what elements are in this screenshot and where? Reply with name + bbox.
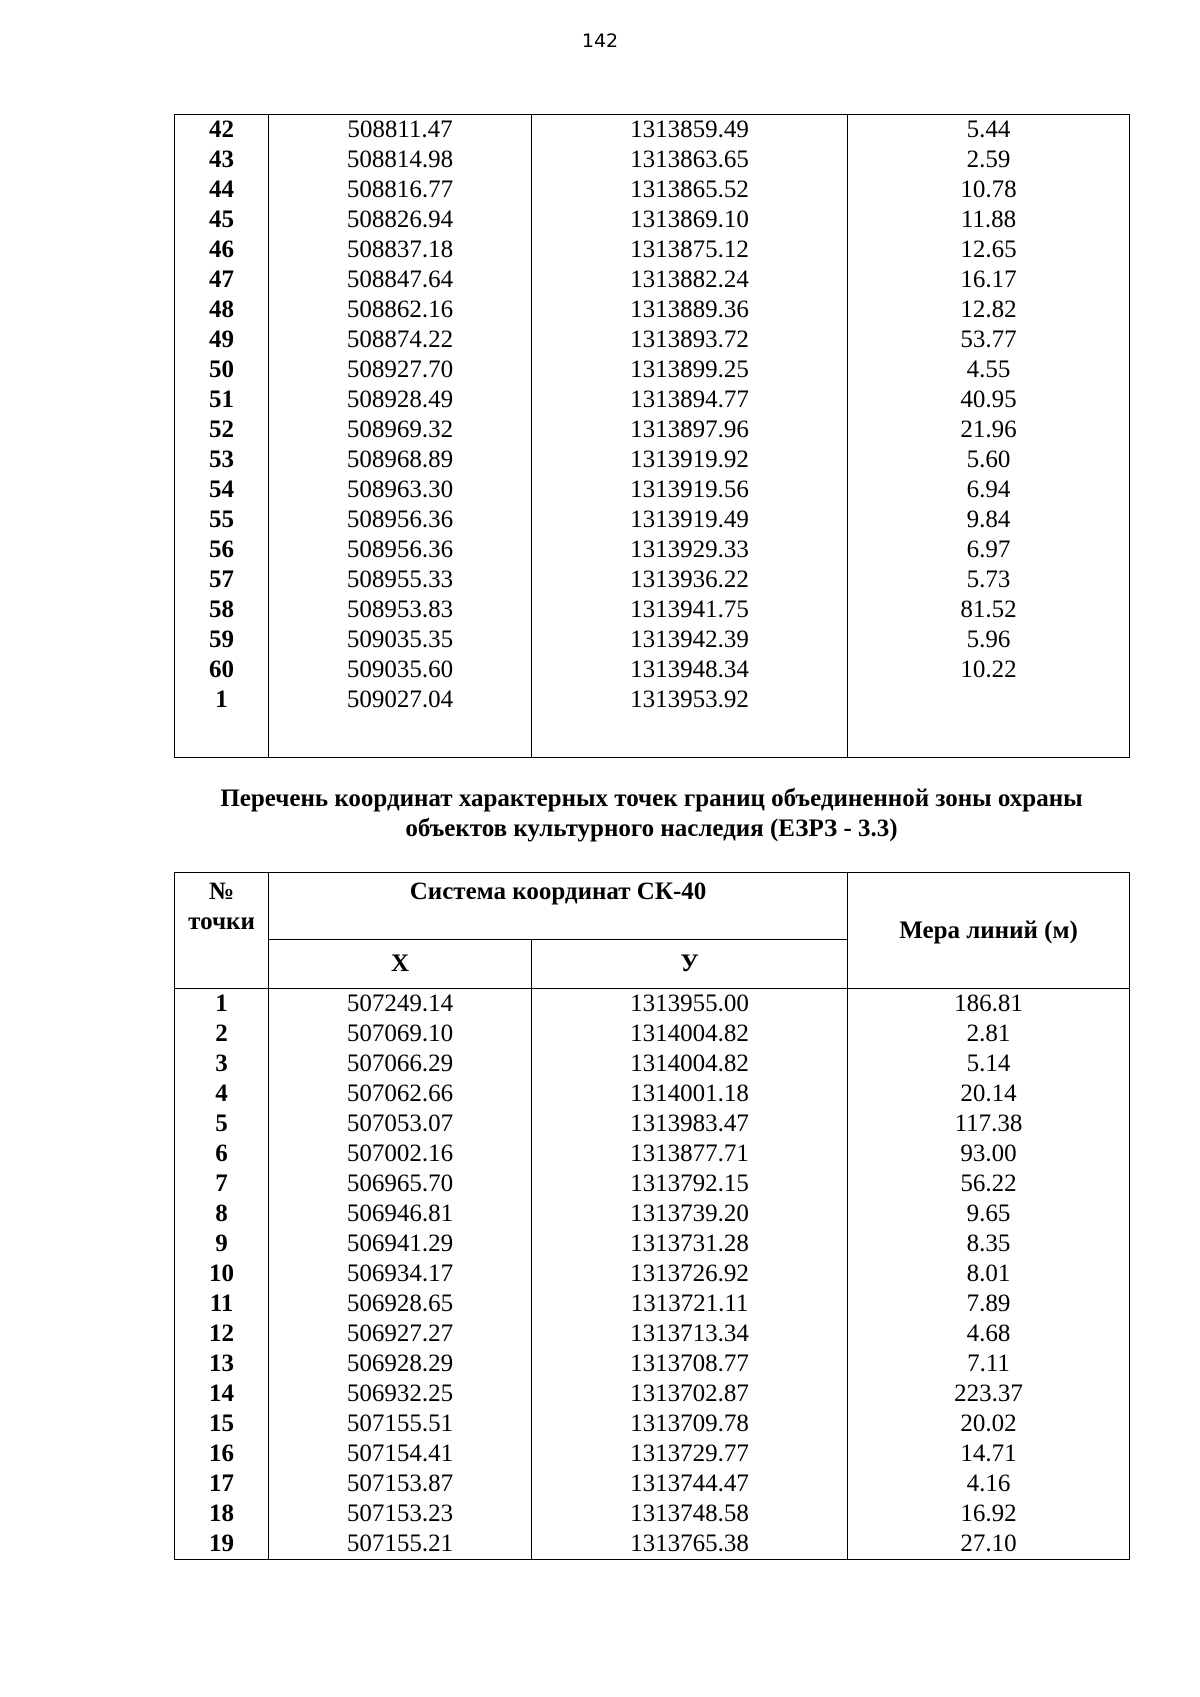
table-row — [175, 989, 1130, 1020]
section-title-line1: Перечень координат характерных точек границ объединенной зоны охраны — [220, 785, 1083, 812]
table-row — [175, 355, 1130, 385]
y-coordinate-cell: 1314001.18 — [532, 1079, 848, 1109]
point-number-cell: 59 — [175, 625, 269, 655]
x-coordinate-cell: 506946.81 — [269, 1199, 532, 1229]
y-coordinate-cell: 1313869.10 — [532, 205, 848, 235]
table-row — [175, 1469, 1130, 1499]
table-row — [175, 625, 1130, 655]
table-row — [175, 1259, 1130, 1289]
line-length-cell: 7.11 — [848, 1349, 1130, 1379]
line-length-header: Мера линий (м) — [848, 873, 1130, 989]
y-coordinate-cell: 1314004.82 — [532, 1019, 848, 1049]
line-length-cell: 10.78 — [848, 175, 1130, 205]
y-coordinate-cell: 1313702.87 — [532, 1379, 848, 1409]
point-number-cell: 1 — [175, 989, 269, 1020]
table-row — [175, 1139, 1130, 1169]
x-coordinate-cell: 508928.49 — [269, 385, 532, 415]
line-length-cell: 40.95 — [848, 385, 1130, 415]
x-coordinate-cell: 507002.16 — [269, 1139, 532, 1169]
line-length-cell: 27.10 — [848, 1529, 1130, 1560]
y-coordinate-cell: 1313739.20 — [532, 1199, 848, 1229]
x-coordinate-cell: 507153.23 — [269, 1499, 532, 1529]
point-number-cell: 54 — [175, 475, 269, 505]
point-number-cell: 19 — [175, 1529, 269, 1560]
x-coordinate-cell: 507155.21 — [269, 1529, 532, 1560]
line-length-cell: 16.17 — [848, 265, 1130, 295]
point-number-header-line1: № — [208, 878, 235, 905]
point-number-cell: 43 — [175, 145, 269, 175]
line-length-cell: 93.00 — [848, 1139, 1130, 1169]
page-number: 142 — [581, 30, 619, 52]
line-length-cell: 14.71 — [848, 1439, 1130, 1469]
table-bottom-padding — [175, 715, 1130, 758]
table-row — [175, 235, 1130, 265]
x-coordinate-cell: 508862.16 — [269, 295, 532, 325]
table-row — [175, 385, 1130, 415]
line-length-cell: 5.14 — [848, 1049, 1130, 1079]
x-coordinate-cell: 509035.35 — [269, 625, 532, 655]
line-length-cell: 20.02 — [848, 1409, 1130, 1439]
empty-cell — [269, 715, 532, 758]
line-length-cell: 4.68 — [848, 1319, 1130, 1349]
y-coordinate-cell: 1313948.34 — [532, 655, 848, 685]
y-coordinate-cell: 1313708.77 — [532, 1349, 848, 1379]
table-row — [175, 1439, 1130, 1469]
point-number-cell: 58 — [175, 595, 269, 625]
table-row — [175, 265, 1130, 295]
line-length-cell: 56.22 — [848, 1169, 1130, 1199]
table-row — [175, 1289, 1130, 1319]
table-row — [175, 1529, 1130, 1560]
y-coordinate-cell: 1313765.38 — [532, 1529, 848, 1560]
x-coordinate-cell: 506928.29 — [269, 1349, 532, 1379]
table-row — [175, 1199, 1130, 1229]
point-number-cell: 16 — [175, 1439, 269, 1469]
point-number-cell: 46 — [175, 235, 269, 265]
point-number-cell: 15 — [175, 1409, 269, 1439]
table-row — [175, 1109, 1130, 1139]
table-row — [175, 1349, 1130, 1379]
line-length-cell: 4.55 — [848, 355, 1130, 385]
y-coordinate-cell: 1313865.52 — [532, 175, 848, 205]
point-number-cell: 47 — [175, 265, 269, 295]
y-coordinate-cell: 1313859.49 — [532, 115, 848, 146]
line-length-cell: 11.88 — [848, 205, 1130, 235]
x-coordinate-cell: 508814.98 — [269, 145, 532, 175]
empty-cell — [175, 715, 269, 758]
line-length-cell — [848, 685, 1130, 715]
y-coordinate-cell: 1313729.77 — [532, 1439, 848, 1469]
table-row — [175, 1019, 1130, 1049]
section-title-line2: объектов культурного наследия (ЕЗРЗ - 3.3) — [405, 815, 898, 842]
point-number-cell: 12 — [175, 1319, 269, 1349]
y-coordinate-cell: 1313955.00 — [532, 989, 848, 1020]
y-coordinate-cell: 1313721.11 — [532, 1289, 848, 1319]
y-coordinate-cell: 1313713.34 — [532, 1319, 848, 1349]
y-coordinate-cell: 1313889.36 — [532, 295, 848, 325]
line-length-cell: 16.92 — [848, 1499, 1130, 1529]
table-row — [175, 595, 1130, 625]
point-number-cell: 51 — [175, 385, 269, 415]
y-coordinate-cell: 1313731.28 — [532, 1229, 848, 1259]
table-row — [175, 475, 1130, 505]
x-coordinate-cell: 508837.18 — [269, 235, 532, 265]
x-coordinate-cell: 506927.27 — [269, 1319, 532, 1349]
line-length-cell: 223.37 — [848, 1379, 1130, 1409]
line-length-cell: 5.96 — [848, 625, 1130, 655]
point-number-cell: 5 — [175, 1109, 269, 1139]
line-length-cell: 12.82 — [848, 295, 1130, 325]
y-coordinate-cell: 1313929.33 — [532, 535, 848, 565]
table-row — [175, 565, 1130, 595]
y-coordinate-cell: 1313875.12 — [532, 235, 848, 265]
table-row — [175, 535, 1130, 565]
point-number-cell: 3 — [175, 1049, 269, 1079]
point-number-cell: 55 — [175, 505, 269, 535]
point-number-cell: 13 — [175, 1349, 269, 1379]
x-coordinate-cell: 508847.64 — [269, 265, 532, 295]
x-coordinate-cell: 509035.60 — [269, 655, 532, 685]
x-coordinate-cell: 506932.25 — [269, 1379, 532, 1409]
y-coordinate-cell: 1313882.24 — [532, 265, 848, 295]
y-column-header: У — [532, 940, 848, 989]
table-row — [175, 1079, 1130, 1109]
y-coordinate-cell: 1313893.72 — [532, 325, 848, 355]
y-coordinate-cell: 1313897.96 — [532, 415, 848, 445]
line-length-cell: 53.77 — [848, 325, 1130, 355]
line-length-cell: 21.96 — [848, 415, 1130, 445]
x-coordinate-cell: 507053.07 — [269, 1109, 532, 1139]
line-length-cell: 5.73 — [848, 565, 1130, 595]
y-coordinate-cell: 1313983.47 — [532, 1109, 848, 1139]
point-number-cell: 56 — [175, 535, 269, 565]
x-coordinate-cell: 506928.65 — [269, 1289, 532, 1319]
point-number-cell: 18 — [175, 1499, 269, 1529]
table-row — [175, 1229, 1130, 1259]
x-coordinate-cell: 507155.51 — [269, 1409, 532, 1439]
y-coordinate-cell: 1313792.15 — [532, 1169, 848, 1199]
y-coordinate-cell: 1313877.71 — [532, 1139, 848, 1169]
point-number-cell: 60 — [175, 655, 269, 685]
line-length-cell: 2.81 — [848, 1019, 1130, 1049]
point-number-cell: 14 — [175, 1379, 269, 1409]
x-coordinate-cell: 508953.83 — [269, 595, 532, 625]
point-number-cell: 7 — [175, 1169, 269, 1199]
point-number-cell: 10 — [175, 1259, 269, 1289]
x-coordinate-cell: 508811.47 — [269, 115, 532, 146]
line-length-cell: 81.52 — [848, 595, 1130, 625]
table-row — [175, 295, 1130, 325]
x-coordinate-cell: 506934.17 — [269, 1259, 532, 1289]
line-length-cell: 5.60 — [848, 445, 1130, 475]
y-coordinate-cell: 1313863.65 — [532, 145, 848, 175]
x-coordinate-cell: 508956.36 — [269, 505, 532, 535]
line-length-cell: 12.65 — [848, 235, 1130, 265]
y-coordinate-cell: 1313748.58 — [532, 1499, 848, 1529]
x-coordinate-cell: 506965.70 — [269, 1169, 532, 1199]
point-number-cell: 6 — [175, 1139, 269, 1169]
point-number-cell: 42 — [175, 115, 269, 146]
coordinates-table-body — [175, 115, 1130, 758]
line-length-cell: 20.14 — [848, 1079, 1130, 1109]
table-row — [175, 1169, 1130, 1199]
x-coordinate-cell: 508963.30 — [269, 475, 532, 505]
point-number-cell: 52 — [175, 415, 269, 445]
x-coordinate-cell: 506941.29 — [269, 1229, 532, 1259]
section-title — [174, 784, 1129, 844]
y-coordinate-cell: 1313953.92 — [532, 685, 848, 715]
x-coordinate-cell: 508955.33 — [269, 565, 532, 595]
x-coordinate-cell: 508968.89 — [269, 445, 532, 475]
table-row — [175, 1379, 1130, 1409]
y-coordinate-cell: 1313941.75 — [532, 595, 848, 625]
y-coordinate-cell: 1313899.25 — [532, 355, 848, 385]
line-length-cell: 9.84 — [848, 505, 1130, 535]
x-coordinate-cell: 507153.87 — [269, 1469, 532, 1499]
point-number-cell: 53 — [175, 445, 269, 475]
line-length-cell: 7.89 — [848, 1289, 1130, 1319]
point-number-cell: 4 — [175, 1079, 269, 1109]
table-row — [175, 175, 1130, 205]
point-number-cell: 44 — [175, 175, 269, 205]
x-coordinate-cell: 508969.32 — [269, 415, 532, 445]
coordinates-table-continued — [174, 114, 1130, 758]
line-length-cell: 8.01 — [848, 1259, 1130, 1289]
y-coordinate-cell: 1313744.47 — [532, 1469, 848, 1499]
table-row — [175, 445, 1130, 475]
point-number-cell: 17 — [175, 1469, 269, 1499]
table-row — [175, 115, 1130, 146]
empty-cell — [532, 715, 848, 758]
line-length-cell: 117.38 — [848, 1109, 1130, 1139]
x-column-header: Х — [269, 940, 532, 989]
line-length-cell: 6.94 — [848, 475, 1130, 505]
line-length-cell: 5.44 — [848, 115, 1130, 146]
point-number-cell: 2 — [175, 1019, 269, 1049]
y-coordinate-cell: 1313919.92 — [532, 445, 848, 475]
ezrz-coordinates-table — [174, 872, 1130, 1560]
line-length-cell: 4.16 — [848, 1469, 1130, 1499]
point-number-cell: 1 — [175, 685, 269, 715]
table-row — [175, 685, 1130, 715]
point-number-cell: 45 — [175, 205, 269, 235]
x-coordinate-cell: 508927.70 — [269, 355, 532, 385]
point-number-header-line2: точки — [188, 908, 255, 935]
table-row — [175, 1499, 1130, 1529]
table-row — [175, 325, 1130, 355]
y-coordinate-cell: 1313726.92 — [532, 1259, 848, 1289]
ezrz-coordinates-body — [175, 989, 1130, 1560]
point-number-cell: 57 — [175, 565, 269, 595]
line-length-cell: 6.97 — [848, 535, 1130, 565]
x-coordinate-cell: 508826.94 — [269, 205, 532, 235]
point-number-cell: 11 — [175, 1289, 269, 1319]
x-coordinate-cell: 507249.14 — [269, 989, 532, 1020]
y-coordinate-cell: 1314004.82 — [532, 1049, 848, 1079]
table-row — [175, 1049, 1130, 1079]
table-row — [175, 415, 1130, 445]
table-row — [175, 1409, 1130, 1439]
x-coordinate-cell: 507066.29 — [269, 1049, 532, 1079]
line-length-cell: 186.81 — [848, 989, 1130, 1020]
x-coordinate-cell: 509027.04 — [269, 685, 532, 715]
x-coordinate-cell: 507069.10 — [269, 1019, 532, 1049]
x-coordinate-cell: 508874.22 — [269, 325, 532, 355]
empty-cell — [848, 715, 1130, 758]
point-number-cell: 50 — [175, 355, 269, 385]
y-coordinate-cell: 1313919.49 — [532, 505, 848, 535]
line-length-cell: 2.59 — [848, 145, 1130, 175]
coordinate-system-header: Система координат СК-40 — [269, 873, 848, 940]
y-coordinate-cell: 1313709.78 — [532, 1409, 848, 1439]
table-row — [175, 655, 1130, 685]
point-number-cell: 49 — [175, 325, 269, 355]
x-coordinate-cell: 508956.36 — [269, 535, 532, 565]
table-row — [175, 1319, 1130, 1349]
point-number-cell: 9 — [175, 1229, 269, 1259]
table-row — [175, 145, 1130, 175]
point-number-cell: 8 — [175, 1199, 269, 1229]
line-length-cell: 9.65 — [848, 1199, 1130, 1229]
y-coordinate-cell: 1313936.22 — [532, 565, 848, 595]
x-coordinate-cell: 507062.66 — [269, 1079, 532, 1109]
y-coordinate-cell: 1313942.39 — [532, 625, 848, 655]
x-coordinate-cell: 507154.41 — [269, 1439, 532, 1469]
table-row — [175, 505, 1130, 535]
y-coordinate-cell: 1313894.77 — [532, 385, 848, 415]
line-length-cell: 8.35 — [848, 1229, 1130, 1259]
point-number-cell: 48 — [175, 295, 269, 325]
y-coordinate-cell: 1313919.56 — [532, 475, 848, 505]
x-coordinate-cell: 508816.77 — [269, 175, 532, 205]
line-length-cell: 10.22 — [848, 655, 1130, 685]
point-number-header — [175, 873, 269, 989]
table-row — [175, 205, 1130, 235]
